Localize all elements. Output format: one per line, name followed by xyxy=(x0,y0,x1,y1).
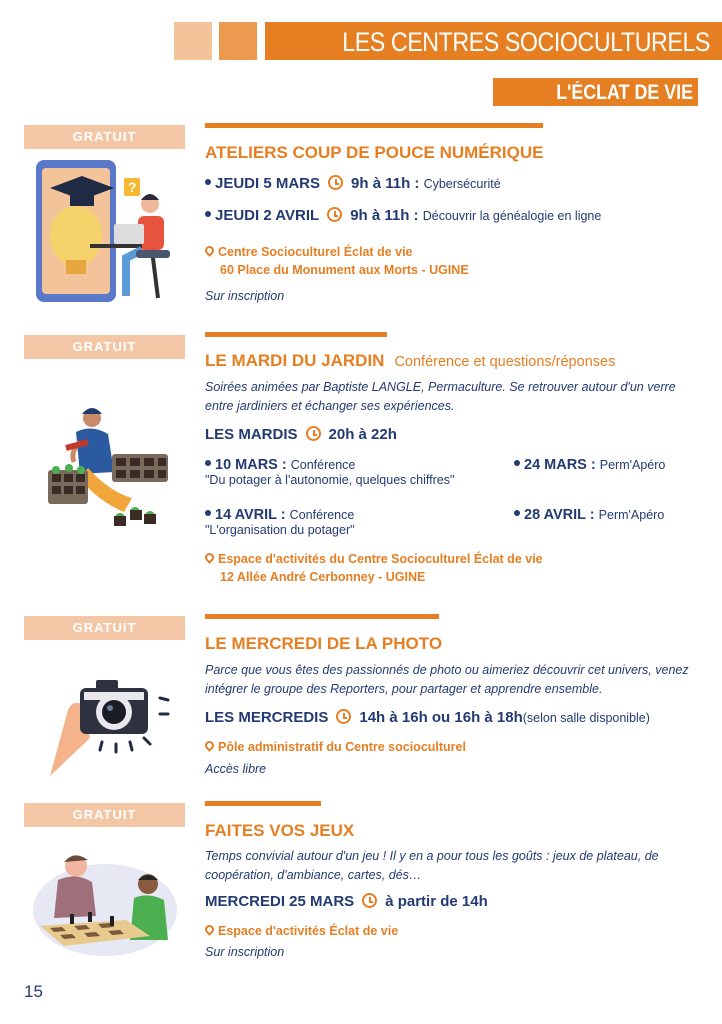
chess-players-icon xyxy=(30,840,185,958)
event-item xyxy=(514,457,665,473)
section-rule xyxy=(205,123,543,128)
event-detail: "L'organisation du potager" xyxy=(205,523,355,537)
event-kind: Perm'Apéro xyxy=(599,458,666,472)
recurring-label: LES MERCREDIS xyxy=(205,709,329,726)
location-name: Espace d'activités du Centre Socioculturel Éclat de vie xyxy=(218,552,543,566)
event-kind: Conférence xyxy=(290,458,356,472)
location-block xyxy=(205,738,466,756)
recurring-label: LES MARDIS xyxy=(205,426,298,443)
session-row xyxy=(205,175,501,192)
bullet-icon xyxy=(205,460,211,466)
section-title: LE MERCREDI DE LA PHOTO xyxy=(205,634,443,653)
location-block xyxy=(205,550,543,586)
recurring-extra: (selon salle disponible) xyxy=(522,711,650,725)
section-subtitle: Conférence et questions/réponses xyxy=(394,354,616,370)
session-row xyxy=(205,207,601,224)
svg-text:?: ? xyxy=(128,179,137,195)
registration-note: Sur inscription xyxy=(205,289,285,303)
location-pin-icon xyxy=(203,923,216,936)
event-detail: "Du potager à l'autonomie, quelques chiffres" xyxy=(205,473,455,487)
session-date: JEUDI 5 MARS xyxy=(215,175,321,192)
recurring-time: à partir de 14h xyxy=(385,893,488,910)
recurring-label: MERCREDI 25 MARS xyxy=(205,893,355,910)
location-name: Pôle administratif du Centre socioculturel xyxy=(218,740,466,754)
bullet-icon xyxy=(205,510,211,516)
event-date: 24 MARS : xyxy=(524,457,596,473)
session-time: 9h à 11h : xyxy=(350,207,419,224)
page-subtitle: L'ÉCLAT DE VIE UGINE xyxy=(556,81,693,133)
free-badge: GRATUIT xyxy=(24,335,185,359)
event-date: 10 MARS : xyxy=(215,457,287,473)
session-topic: Cybersécurité xyxy=(423,177,501,191)
location-block xyxy=(205,243,469,279)
event-item xyxy=(205,507,355,537)
gardener-seedlings-icon xyxy=(40,402,185,532)
free-badge: GRATUIT xyxy=(24,803,185,827)
page-title: LES CENTRES SOCIOCULTURELS xyxy=(342,27,710,57)
free-badge: GRATUIT xyxy=(24,616,185,640)
event-date: 14 AVRIL : xyxy=(215,507,286,523)
location-name: Centre Socioculturel Éclat de vie xyxy=(218,245,413,259)
location-block xyxy=(205,922,398,940)
recurring-row xyxy=(205,893,488,910)
clock-icon xyxy=(362,893,377,908)
section-rule xyxy=(205,332,387,337)
clock-icon xyxy=(327,207,342,222)
recurring-row xyxy=(205,426,397,443)
location-pin-icon xyxy=(203,739,216,752)
access-note: Accès libre xyxy=(205,762,267,776)
section-title xyxy=(205,351,615,371)
section-description: Soirées animées par Baptiste LANGLE, Permaculture. Se retrouver autour d'un verre entre jardiniers et échanger ses expériences. xyxy=(205,380,676,413)
location-pin-icon xyxy=(203,551,216,564)
section-rule xyxy=(205,801,321,806)
student-laptop-icon xyxy=(30,158,180,308)
event-item xyxy=(205,457,454,487)
event-date: 28 AVRIL : xyxy=(524,507,595,523)
bullet-icon xyxy=(205,211,211,217)
section-title: ATELIERS COUP DE POUCE NUMÉRIQUE xyxy=(205,143,544,162)
section-title: FAITES VOS JEUX xyxy=(205,821,355,840)
section-description: Parce que vous êtes des passionnés de photo ou aimeriez découvrir cet univers, venez intégrer le groupe des Reporters, pour partager et apprendre ensemble. xyxy=(205,663,689,696)
clock-icon xyxy=(328,175,343,190)
session-date: JEUDI 2 AVRIL xyxy=(215,207,320,224)
free-badge: GRATUIT xyxy=(24,125,185,149)
bullet-icon xyxy=(514,460,520,466)
camera-hand-icon xyxy=(40,668,180,778)
location-address: 12 Allée André Cerbonney - UGINE xyxy=(220,570,426,584)
location-pin-icon xyxy=(203,244,216,257)
header-square-medium xyxy=(219,22,257,60)
session-time: 9h à 11h : xyxy=(351,175,420,192)
recurring-time: 20h à 22h xyxy=(328,426,397,443)
event-item xyxy=(514,507,664,523)
page-number: 15 xyxy=(24,982,43,1001)
registration-note: Sur inscription xyxy=(205,945,285,959)
clock-icon xyxy=(306,426,321,441)
clock-icon xyxy=(336,709,351,724)
session-topic: Découvrir la généalogie en ligne xyxy=(422,209,602,223)
location-address: 60 Place du Monument aux Morts - UGINE xyxy=(220,263,469,277)
bullet-icon xyxy=(205,179,211,185)
location-name: Espace d'activités Éclat de vie xyxy=(218,924,399,938)
event-kind: Conférence xyxy=(289,508,355,522)
section-title-text: LE MARDI DU JARDIN xyxy=(205,351,385,370)
section-description: Temps convivial autour d'un jeu ! Il y en a pour tous les goûts : jeux de plateau, de coopération, d'ambiance, cartes, dés… xyxy=(205,849,659,882)
event-kind: Perm'Apéro xyxy=(598,508,665,522)
recurring-row xyxy=(205,709,650,726)
bullet-icon xyxy=(514,510,520,516)
section-rule xyxy=(205,614,439,619)
recurring-time: 14h à 16h ou 16h à 18h xyxy=(359,709,523,726)
header-square-light xyxy=(174,22,212,60)
